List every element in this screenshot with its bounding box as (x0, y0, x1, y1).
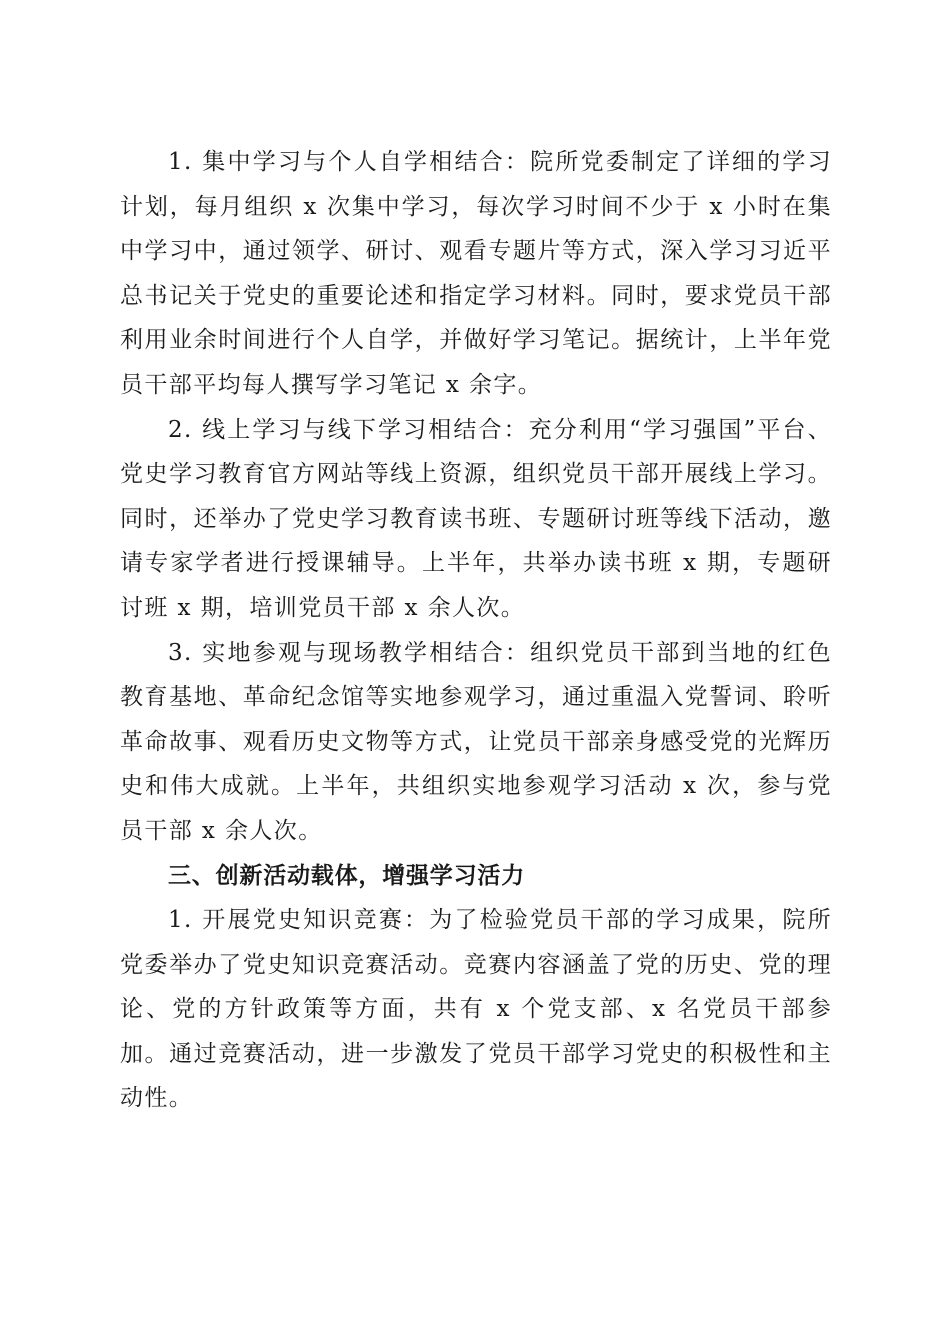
document-body (120, 140, 832, 1121)
section-heading: 三、创新活动载体，增强学习活力 (168, 862, 525, 889)
paragraph-knowledge-contest: 1. 开展党史知识竞赛：为了检验党员干部的学习成果，院所党委举办了党史知识竞赛活动。竞赛内容涵盖了党的历史、党的理论、党的方针政策等方面，共有 x 个党支部、x 名党员干部参加。通过竞赛活动，进一步激发了党员干部学习党史的积极性和主动性。 (120, 907, 832, 1112)
paragraph-online-offline-study: 2. 线上学习与线下学习相结合：充分利用“学习强国”平台、党史学习教育官方网站等线上资源，组织党员干部开展线上学习。同时，还举办了党史学习教育读书班、专题研讨班等线下活动，邀请专家学者进行授课辅导。上半年，共举办读书班 x 期，专题研讨班 x 期，培训党员干部 x 余人次。 (120, 416, 832, 621)
paragraph-field-visit-study: 3. 实地参观与现场教学相结合：组织党员干部到当地的红色教育基地、革命纪念馆等实地参观学习，通过重温入党誓词、聆听革命故事、观看历史文物等方式，让党员干部亲身感受党的光辉历史和伟大成就。上半年，共组织实地参观学习活动 x 次，参与党员干部 x 余人次。 (120, 639, 832, 844)
paragraph-centralized-study: 1. 集中学习与个人自学相结合：院所党委制定了详细的学习计划，每月组织 x 次集中学习，每次学习时间不少于 x 小时在集中学习中，通过领学、研讨、观看专题片等方式，深入学习习近平总书记关于党史的重要论述和指定学习材料。同时，要求党员干部利用业余时间进行个人自学，并做好学习笔记。据统计，上半年党员干部平均每人撰写学习笔记 x 余字。 (120, 149, 832, 398)
